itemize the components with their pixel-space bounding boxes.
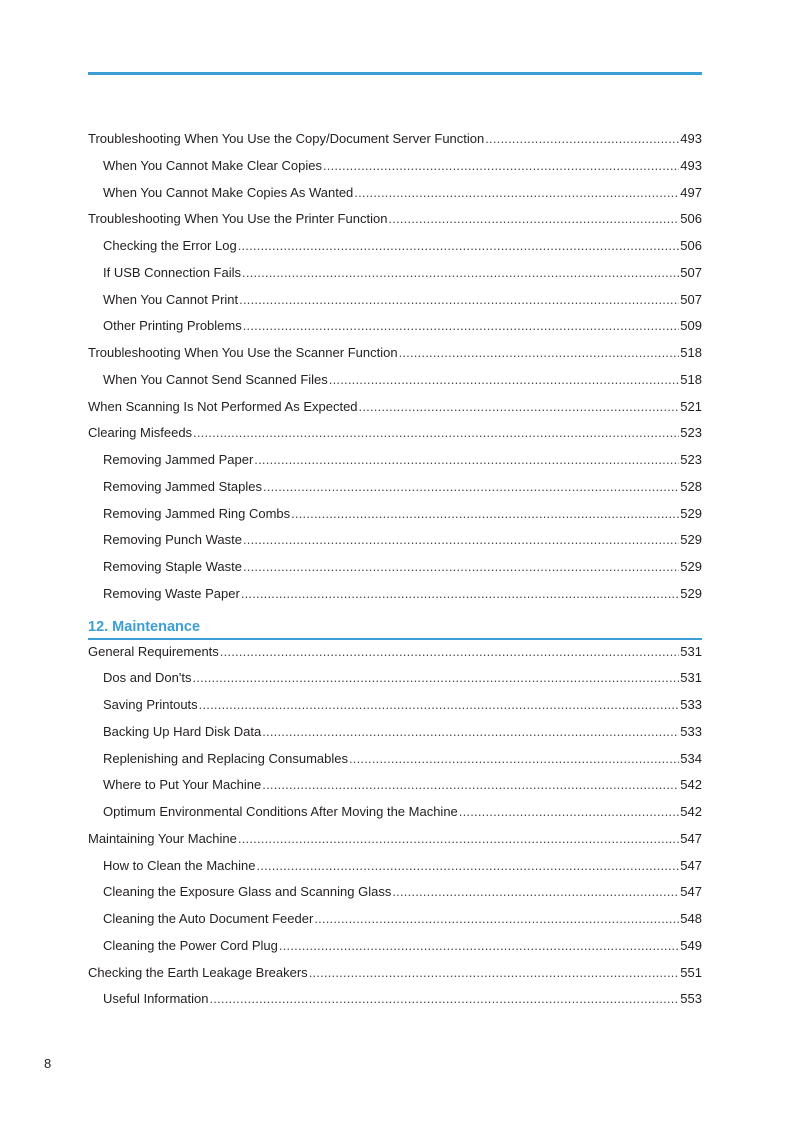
toc-entry-title: When You Cannot Make Copies As Wanted — [103, 184, 354, 200]
toc-entry-title: Dos and Don'ts — [103, 670, 192, 686]
toc-dot-leader — [193, 425, 679, 440]
toc-dot-leader — [262, 724, 679, 739]
toc-entry-title: Checking the Error Log — [103, 238, 237, 253]
toc-dot-leader — [485, 131, 679, 146]
toc-entry[interactable] — [88, 158, 702, 185]
toc-entry[interactable] — [88, 965, 702, 992]
toc-dot-leader — [220, 644, 680, 659]
toc-group-troubleshooting — [88, 131, 702, 613]
toc-entry[interactable] — [88, 452, 702, 479]
toc-entry-title: Clearing Misfeeds — [88, 425, 193, 441]
toc-entry[interactable] — [88, 586, 702, 613]
toc-entry-page: 547 — [680, 857, 702, 873]
toc-dot-leader — [349, 751, 679, 766]
toc-entry-page: 529 — [680, 559, 702, 574]
toc-entry-title: Removing Punch Waste — [103, 532, 242, 548]
toc-entry[interactable] — [88, 938, 702, 965]
toc-entry-page: 533 — [680, 723, 702, 739]
toc-entry-title: Removing Waste Paper — [103, 585, 240, 601]
toc-entry-title: When Scanning Is Not Performed As Expected — [88, 398, 358, 414]
toc-entry-title: Removing Jammed Ring Combs — [103, 505, 291, 521]
toc-dot-leader — [263, 479, 679, 494]
toc-entry[interactable] — [88, 479, 702, 506]
toc-dot-leader — [399, 345, 680, 360]
toc-entry[interactable] — [88, 238, 702, 265]
toc-entry-page: 553 — [680, 991, 702, 1007]
toc-entry-title: General Requirements — [88, 643, 219, 659]
toc-entry-title: Cleaning the Exposure Glass and Scanning Glass — [103, 884, 392, 900]
toc-dot-leader — [199, 697, 680, 712]
toc-entry-title: Cleaning the Auto Document Feeder — [103, 911, 314, 926]
toc-entry-page: 506 — [680, 211, 702, 227]
toc-entry-page: 542 — [680, 777, 702, 793]
header-rule — [88, 72, 702, 75]
toc-entry-page: 548 — [680, 911, 702, 926]
toc-entry[interactable] — [88, 399, 702, 426]
toc-entry-page: 529 — [680, 585, 702, 601]
toc-entry[interactable] — [88, 131, 702, 158]
toc-entry-title: Useful Information — [103, 991, 209, 1007]
toc-entry[interactable] — [88, 559, 702, 586]
toc-dot-leader — [323, 158, 679, 173]
toc-entry[interactable] — [88, 670, 702, 697]
toc-dot-leader — [242, 265, 679, 280]
toc-entry[interactable] — [88, 884, 702, 911]
toc-dot-leader — [279, 938, 679, 953]
toc-dot-leader — [254, 452, 679, 467]
toc-entry-title: If USB Connection Fails — [103, 264, 242, 280]
toc-entry[interactable] — [88, 911, 702, 938]
toc-entry-title: Troubleshooting When You Use the Copy/Document Server Function — [88, 131, 485, 146]
toc-dot-leader — [329, 372, 680, 387]
toc-entry[interactable] — [88, 644, 702, 671]
toc-dot-leader — [243, 532, 679, 547]
toc-entry-title: Troubleshooting When You Use the Printer Function — [88, 211, 388, 227]
toc-entry[interactable] — [88, 804, 702, 831]
toc-entry-page: 506 — [680, 238, 702, 253]
toc-entry[interactable] — [88, 532, 702, 559]
toc-entry-page: 518 — [680, 345, 702, 360]
toc-entry-page: 549 — [680, 937, 702, 953]
toc-entry-page: 529 — [680, 505, 702, 521]
chapter-rule — [88, 638, 702, 640]
table-of-contents — [88, 131, 702, 1018]
toc-dot-leader — [459, 804, 680, 819]
toc-entry-title: Checking the Earth Leakage Breakers — [88, 964, 308, 980]
toc-entry-title: Cleaning the Power Cord Plug — [103, 937, 278, 953]
toc-entry-title: Removing Staple Waste — [103, 559, 242, 574]
toc-entry[interactable] — [88, 425, 702, 452]
toc-entry-page: 547 — [680, 830, 702, 846]
toc-dot-leader — [314, 911, 679, 926]
toc-entry[interactable] — [88, 318, 702, 345]
toc-entry-title: When You Cannot Print — [103, 291, 239, 307]
toc-entry-title: Saving Printouts — [103, 697, 198, 712]
toc-dot-leader — [243, 559, 679, 574]
toc-entry-title: Other Printing Problems — [103, 318, 242, 334]
toc-dot-leader — [241, 586, 679, 601]
page-number: 8 — [44, 1056, 52, 1071]
toc-dot-leader — [256, 858, 679, 873]
toc-entry-page: 534 — [680, 750, 702, 766]
toc-dot-leader — [388, 211, 679, 226]
toc-entry-page: 507 — [680, 291, 702, 307]
toc-entry[interactable] — [88, 751, 702, 778]
toc-entry-page: 529 — [680, 532, 702, 548]
toc-entry[interactable] — [88, 506, 702, 533]
chapter-heading — [88, 613, 702, 640]
toc-entry[interactable] — [88, 858, 702, 885]
toc-dot-leader — [262, 777, 679, 792]
toc-dot-leader — [238, 831, 679, 846]
toc-entry-page: 523 — [680, 452, 702, 467]
toc-entry-title: Backing Up Hard Disk Data — [103, 723, 262, 739]
toc-entry-page: 497 — [680, 184, 702, 200]
toc-entry-page: 509 — [680, 318, 702, 334]
toc-entry-page: 531 — [680, 670, 702, 686]
toc-entry-page: 531 — [680, 643, 702, 659]
toc-entry-page: 518 — [680, 371, 702, 387]
toc-entry[interactable] — [88, 185, 702, 212]
toc-dot-leader — [291, 506, 679, 521]
toc-entry-page: 523 — [680, 425, 702, 441]
toc-entry[interactable] — [88, 777, 702, 804]
toc-entry-page: 521 — [680, 398, 702, 414]
toc-entry[interactable] — [88, 265, 702, 292]
toc-entry-page: 507 — [680, 264, 702, 280]
toc-dot-leader — [392, 884, 679, 899]
toc-entry[interactable] — [88, 345, 702, 372]
toc-entry[interactable] — [88, 831, 702, 858]
toc-entry-page: 528 — [680, 478, 702, 494]
toc-entry-page: 493 — [680, 131, 702, 146]
toc-dot-leader — [309, 965, 680, 980]
toc-dot-leader — [243, 318, 680, 333]
toc-dot-leader — [239, 292, 679, 307]
toc-entry[interactable] — [88, 724, 702, 751]
toc-entry-title: When You Cannot Make Clear Copies — [103, 157, 322, 173]
toc-dot-leader — [359, 399, 680, 414]
toc-entry-title: Replenishing and Replacing Consumables — [103, 750, 348, 766]
toc-entry-page: 533 — [680, 697, 702, 712]
toc-entry-page: 551 — [680, 964, 702, 980]
toc-group-maintenance — [88, 644, 702, 1019]
toc-entry-title: Optimum Environmental Conditions After Moving the Machine — [103, 804, 458, 819]
toc-entry-title: When You Cannot Send Scanned Files — [103, 371, 328, 387]
toc-entry-title: Removing Jammed Staples — [103, 478, 262, 494]
toc-entry-title: Maintaining Your Machine — [88, 830, 237, 846]
toc-entry-page: 493 — [680, 157, 702, 173]
toc-entry-title: Removing Jammed Paper — [103, 452, 254, 467]
toc-dot-leader — [238, 238, 680, 253]
toc-entry[interactable] — [88, 697, 702, 724]
toc-entry-title: How to Clean the Machine — [103, 857, 256, 873]
toc-entry[interactable] — [88, 211, 702, 238]
toc-dot-leader — [192, 670, 679, 685]
toc-entry-title: Where to Put Your Machine — [103, 777, 262, 793]
chapter-title[interactable]: 12. Maintenance — [88, 618, 201, 635]
toc-entry-page: 542 — [680, 804, 702, 819]
toc-entry-title: Troubleshooting When You Use the Scanner Function — [88, 345, 398, 360]
toc-entry[interactable] — [88, 292, 702, 319]
toc-dot-leader — [210, 991, 680, 1006]
toc-entry[interactable] — [88, 372, 702, 399]
toc-dot-leader — [354, 185, 679, 200]
toc-entry-page: 547 — [680, 884, 702, 900]
toc-entry[interactable] — [88, 991, 702, 1018]
